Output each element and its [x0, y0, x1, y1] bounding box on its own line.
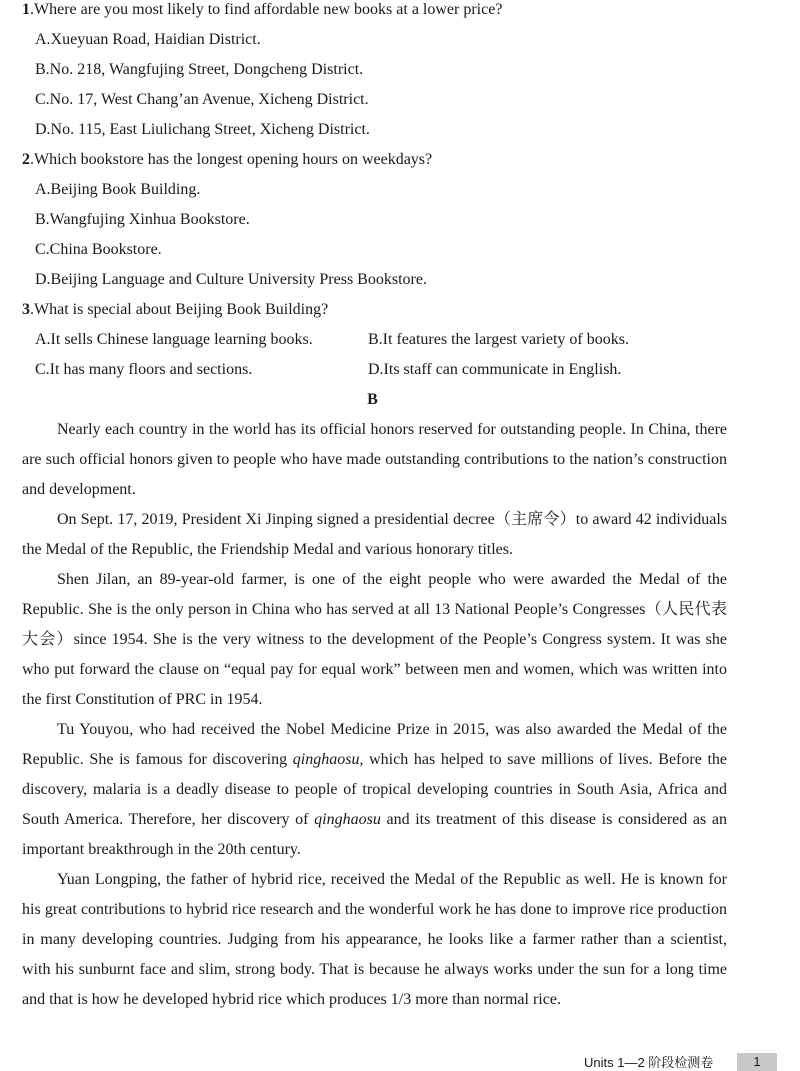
q3-option-a: A.It sells Chinese language learning books.	[35, 331, 313, 348]
italic-term: qinghaosu	[314, 811, 381, 828]
q1-option-b: B.No. 218, Wangfujing Street, Dongcheng District.	[35, 61, 364, 78]
q2-option-d: D.Beijing Language and Culture University Press Bookstore.	[35, 271, 427, 288]
q1-option-a: A.Xueyuan Road, Haidian District.	[35, 31, 261, 48]
section-heading: B	[367, 391, 378, 408]
italic-term: qinghaosu	[292, 751, 360, 768]
q2-option-a: A.Beijing Book Building.	[35, 181, 201, 198]
q1-option-c: C.No. 17, West Chang’an Avenue, Xicheng District.	[35, 91, 369, 108]
question-number: 1	[22, 1, 30, 18]
question-text: .What is special about Beijing Book Building?	[30, 301, 329, 318]
page-number: 1	[737, 1053, 777, 1071]
question-2	[22, 150, 432, 170]
q3-option-c: C.It has many floors and sections.	[35, 361, 253, 378]
passage-paragraph-1: Nearly each country in the world has its official honors reserved for outstanding people. In China, there are such official honors given to people who have made outstanding contributions to the nation’s construction and development.	[22, 421, 727, 498]
footer-label: Units 1—2 阶段检测卷	[584, 1055, 714, 1070]
question-text: .Where are you most likely to find affordable new books at a lower price?	[30, 1, 503, 18]
q1-option-d: D.No. 115, East Liulichang Street, Xicheng District.	[35, 121, 370, 138]
question-1	[22, 0, 502, 20]
paragraph-text: Tu Youyou, who had received the Nobel Medicine Prize in 2015, was also awarded the Medal of the Republic. She is famous for discovering	[22, 721, 727, 768]
passage-paragraph-4	[22, 715, 727, 865]
paragraph-text: , which has helped to save millions of lives. Before the discovery, malaria is a deadly disease to people of tropical developing countries in South Asia, Africa and South America. Therefore, her discovery of	[22, 751, 728, 828]
passage-paragraph-5: Yuan Longping, the father of hybrid rice, received the Medal of the Republic as well. He is known for his great contributions to hybrid rice research and the wonderful work he has done to improve rice production in many developing countries. Judging from his appearance, he looks like a farmer rather than a scientist, with his sunburnt face and slim, strong body. That is because he always works under the sun for a long time and that is how he developed hybrid rice which produces 1/3 more than normal rice.	[22, 871, 727, 1008]
q2-option-c: C.China Bookstore.	[35, 241, 162, 258]
passage-paragraph-3: Shen Jilan, an 89-year-old farmer, is one of the eight people who were awarded the Medal of the Republic. She is the only person in China who has served at all 13 National People’s Congresses（人民代表大会）since 1954. She is the very witness to the development of the People’s Congress system. It was she who put forward the clause on “equal pay for equal work” between men and women, which was written into the first Constitution of PRC in 1954.	[22, 571, 727, 708]
q3-option-b: B.It features the largest variety of books.	[368, 331, 629, 348]
paragraph-text: and its treatment of this disease is considered as an important breakthrough in the 20th century.	[22, 811, 728, 858]
q3-option-d: D.Its staff can communicate in English.	[368, 361, 622, 378]
question-3	[22, 300, 328, 320]
question-number: 3	[22, 301, 30, 318]
question-number: 2	[22, 151, 30, 168]
question-text: .Which bookstore has the longest opening hours on weekdays?	[30, 151, 433, 168]
q2-option-b: B.Wangfujing Xinhua Bookstore.	[35, 211, 250, 228]
passage-paragraph-2: On Sept. 17, 2019, President Xi Jinping signed a presidential decree（主席令）to award 42 individuals the Medal of the Republic, the Friendship Medal and various honorary titles.	[22, 511, 727, 558]
